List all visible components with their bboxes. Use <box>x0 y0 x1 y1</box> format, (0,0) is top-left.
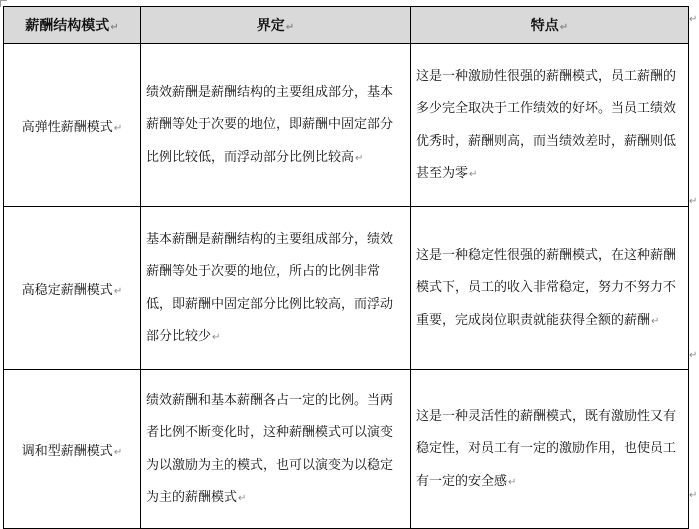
feature-cell: 这是一种灵活性的薪酬模式，既有激励性又有稳定性，对员工有一定的激励作用，也使员工有一定的安全感↵ <box>411 370 689 529</box>
salary-structure-table <box>3 6 689 529</box>
paragraph-mark-icon: ↵ <box>113 122 123 134</box>
definition-cell: 基本薪酬是薪酬结构的主要组成部分，绩效薪酬等处于次要的地位，所占的比例非常低，即薪酬中固定部分比例比较高，而浮动部分比较少↵ <box>141 207 411 370</box>
feature-cell: 这是一种激励性很强的薪酬模式，员工薪酬的多少完全取决于工作绩效的好坏。当员工绩效优秀时，薪酬则高，而当绩效差时，薪酬则低甚至为零↵ <box>411 44 689 207</box>
paragraph-mark-icon: ↵ <box>651 315 660 327</box>
mode-name-cell: 调和型薪酬模式↵ <box>4 370 141 529</box>
paragraph-mark-icon: ↵ <box>508 476 517 488</box>
paragraph-mark-icon: ↵ <box>113 285 123 297</box>
row-end-mark-icon: ↵ <box>689 350 698 361</box>
mode-name-cell: 高弹性薪酬模式↵ <box>4 44 141 207</box>
table-row <box>4 370 689 529</box>
table-row <box>4 44 689 207</box>
paragraph-mark-icon: ↵ <box>285 22 295 33</box>
paragraph-mark-icon: ↵ <box>110 22 119 33</box>
table-header-row <box>4 7 689 44</box>
paragraph-mark-icon: ↵ <box>559 22 569 33</box>
row-end-mark-icon: ↵ <box>689 490 698 501</box>
header-definition: 界定↵ <box>141 7 411 44</box>
paragraph-mark-icon: ↵ <box>113 446 123 458</box>
feature-cell: 这是一种稳定性很强的薪酬模式，在这种薪酬模式下，员工的收入非常稳定，努力不努力不重要，完成岗位职责就能获得全额的薪酬↵ <box>411 207 689 370</box>
table-row <box>4 207 689 370</box>
definition-cell: 绩效薪酬和基本薪酬各占一定的比例。当两者比例不断变化时，这种薪酬模式可以演变为以激励为主的模式，也可以演变为以稳定为主的薪酬模式↵ <box>141 370 411 529</box>
mode-name-cell: 高稳定薪酬模式↵ <box>4 207 141 370</box>
header-structure-mode: 薪酬结构模式↵ <box>4 7 141 44</box>
paragraph-mark-icon: ↵ <box>469 169 478 180</box>
paragraph-mark-icon: ↵ <box>212 332 221 343</box>
paragraph-mark-icon: ↵ <box>355 152 364 164</box>
definition-cell: 绩效薪酬是薪酬结构的主要组成部分，基本薪酬等处于次要的地位，即薪酬中固定部分比例比较低，而浮动部分比例比较高↵ <box>141 44 411 207</box>
paragraph-mark-icon: ↵ <box>238 493 247 504</box>
header-feature: 特点↵ <box>411 7 689 44</box>
row-end-mark-icon: ↵ <box>689 196 698 207</box>
row-end-mark-icon: ↵ <box>689 14 698 25</box>
